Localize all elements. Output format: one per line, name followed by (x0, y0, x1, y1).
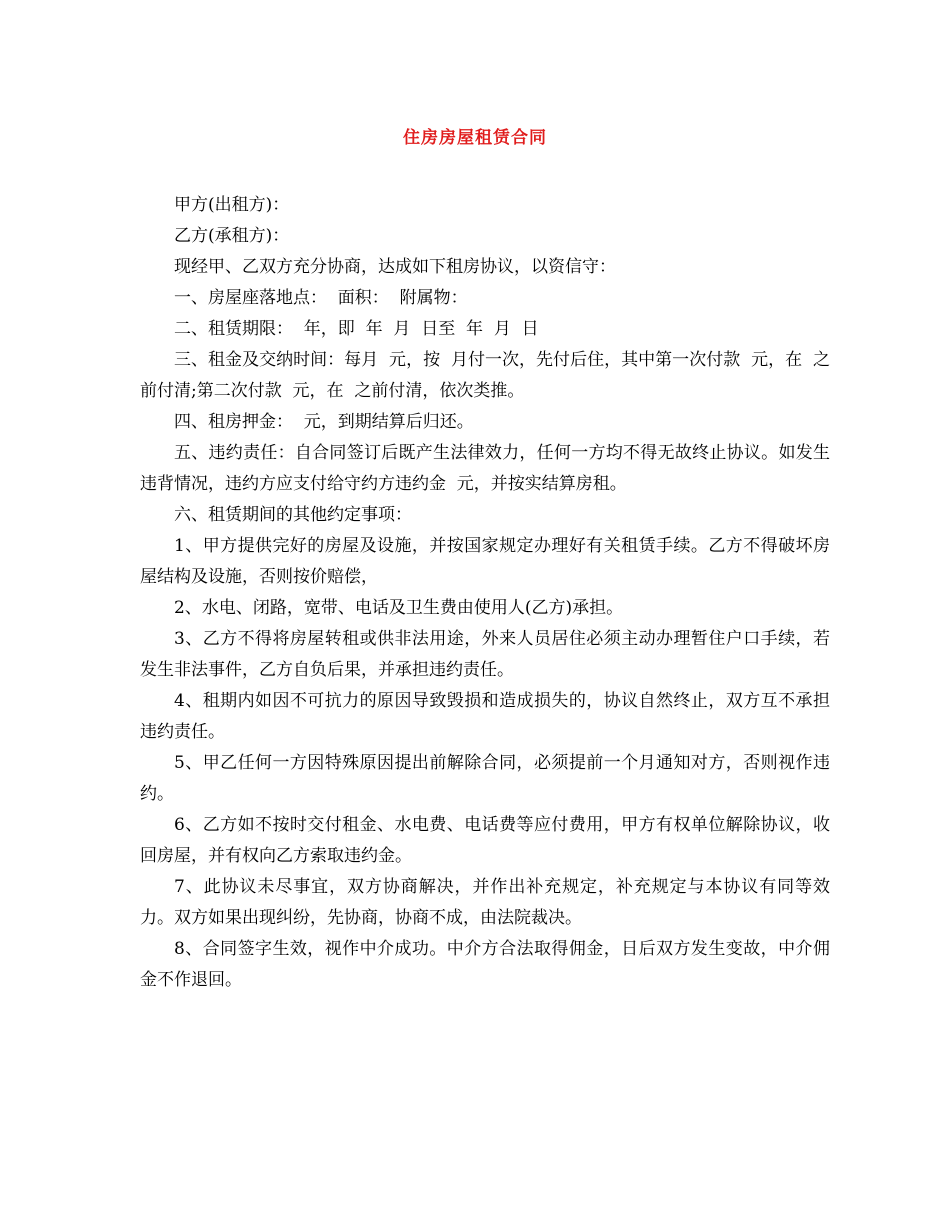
party-a-line: 甲方(出租方)： (174, 195, 290, 215)
contract-body (140, 190, 830, 996)
document-title: 住房房屋租赁合同 (403, 128, 547, 148)
item-3: 3、乙方不得将房屋转租或供非法用途，外来人员居住必须主动办理暂住户口手续，若发生非法事件，乙方自负后果，并承担违约责任。 (140, 629, 830, 680)
item-8: 8、合同签字生效，视作中介成功。中介方合法取得佣金，日后双方发生变故，中介佣金不作退回。 (140, 939, 830, 990)
clause-location: 一、房屋座落地点： 面积： 附属物： (174, 288, 468, 308)
item-7: 7、此协议未尽事宜，双方协商解决，并作出补充规定，补充规定与本协议有同等效力。双方如果出现纠纷，先协商，协商不成，由法院裁决。 (140, 877, 830, 928)
clause-breach: 五、违约责任：自合同签订后既产生法律效力，任何一方均不得无故终止协议。如发生违背情况，违约方应支付给守约方违约金 元，并按实结算房租。 (140, 443, 830, 494)
item-6: 6、乙方如不按时交付租金、水电费、电话费等应付费用，甲方有权单位解除协议，收回房屋，并有权向乙方索取违约金。 (140, 815, 830, 866)
clause-term: 二、租赁期限： 年，即 年 月 日至 年 月 日 (174, 319, 539, 339)
preamble-paragraph: 现经甲、乙双方充分协商，达成如下租房协议，以资信守： (174, 257, 616, 277)
clause-rent: 三、租金及交纳时间：每月 元，按 月付一次，先付后住，其中第一次付款 元，在 之前付清;第二次付款 元，在 之前付清，依次类推。 (140, 350, 830, 401)
party-b-line: 乙方(承租方)： (174, 226, 290, 246)
item-5: 5、甲乙任何一方因特殊原因提出前解除合同，必须提前一个月通知对方，否则视作违约。 (140, 753, 830, 804)
item-2: 2、水电、闭路，宽带、电话及卫生费由使用人(乙方)承担。 (174, 598, 624, 618)
clause-deposit: 四、租房押金： 元，到期结算后归还。 (174, 412, 474, 432)
item-4: 4、租期内如因不可抗力的原因导致毁损和造成损失的，协议自然终止，双方互不承担违约责任。 (140, 691, 830, 742)
clause-other-heading: 六、租赁期间的其他约定事项： (174, 505, 412, 525)
item-1: 1、甲方提供完好的房屋及设施，并按国家规定办理好有关租赁手续。乙方不得破坏房屋结构及设施，否则按价赔偿， (140, 536, 830, 587)
